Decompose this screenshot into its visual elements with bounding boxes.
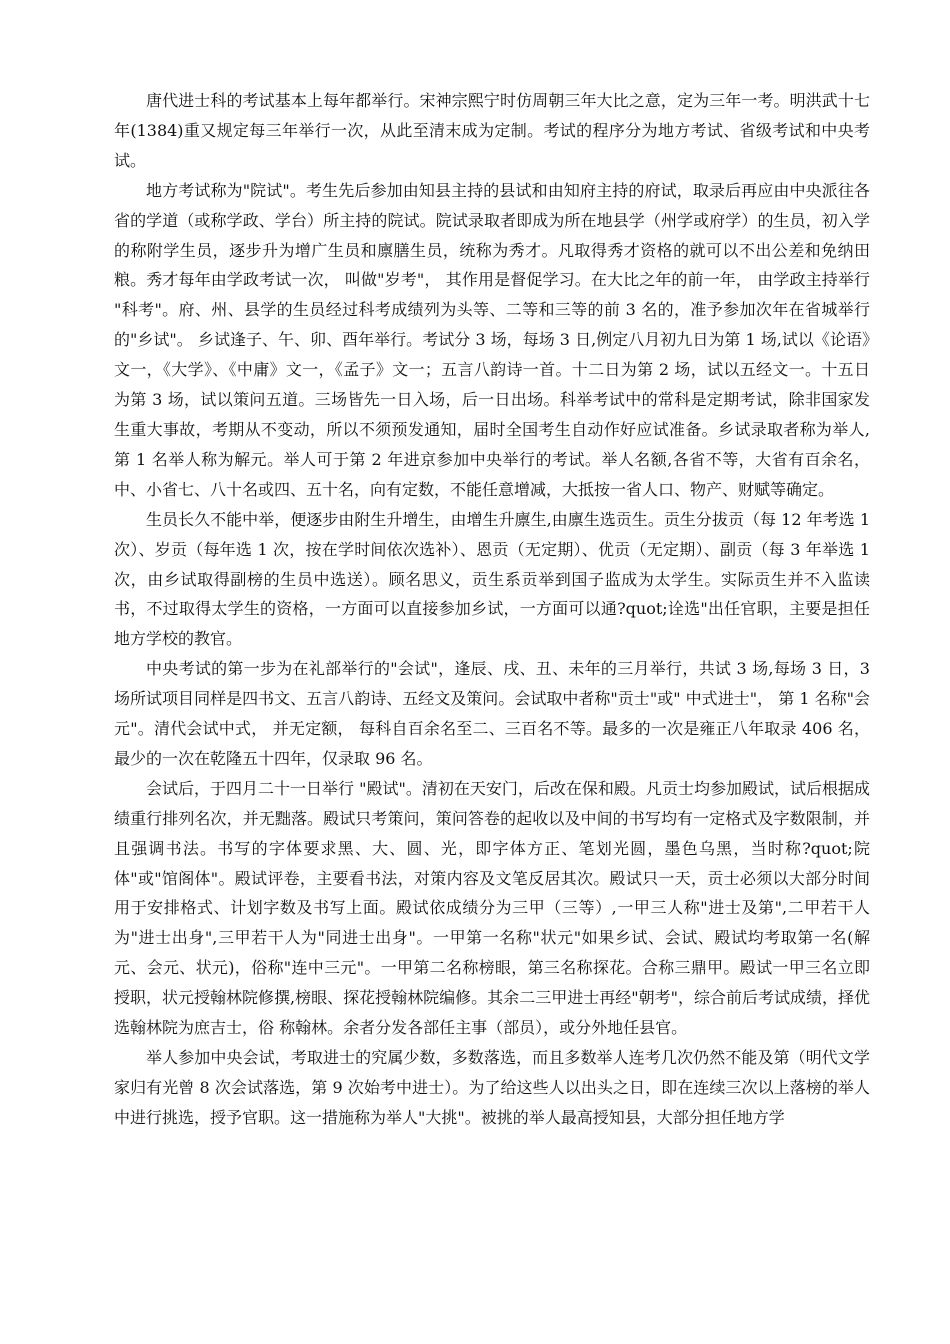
paragraph-exam-schedule: 唐代进士科的考试基本上每年都举行。宋神宗熙宁时仿周朝三年大比之意，定为三年一考。明洪武十七年(1384)重又规定每三年举行一次，从此至清末成为定制。考试的程序分为地方考试、省级考试和中央考试。	[114, 91, 870, 170]
paragraph-tribute-students: 生员长久不能中举，便逐步由附生升增生，由增生升廪生,由廪生选贡生。贡生分拔贡（每 12 年考选 1 次）、岁贡（每年选 1 次，按在学时间依次选补）、恩贡（无定期）、优贡（无定期）、副贡（每 3 年举选 1 次，由乡试取得副榜的生员中选送）。顾名思义，贡生系贡举到国子监成为太学生。实际贡生并不入监读书，不过取得太学生的资格，一方面可以直接参加乡试，一方面可以通?quot;诠选"出任官职，主要是担任地方学校的教官。	[114, 509, 870, 649]
document-body	[114, 86, 870, 1133]
paragraph-metropolitan-exam: 中央考试的第一步为在礼部举行的"会试"，逢辰、戌、丑、未年的三月举行，共试 3 场,每场 3 日，3 场所试项目同样是四书文、五言八韵诗、五经文及策问。会试取中者称"贡士"或" 中式进士"， 第 1 名称"会元"。清代会试中式， 并无定额， 每科自百余名至二、三百名不等。最多的一次是雍正八年取录 406 名，最少的一次在乾隆五十四年，仅录取 96 名。	[114, 659, 870, 768]
paragraph-local-exam: 地方考试称为"院试"。考生先后参加由知县主持的县试和由知府主持的府试，取录后再应由中央派往各省的学道（或称学政、学台）所主持的院试。院试录取者即成为所在地县学（州学或府学）的生员，初入学的称附学生员，逐步升为增广生员和廪膳生员，统称为秀才。凡取得秀才资格的就可以不出公差和免纳田粮。秀才每年由学政考试一次， 叫做"岁考"， 其作用是督促学习。在大比之年的前一年， 由学政主持举行 "科考"。府、州、县学的生员经过科考成绩列为头等、二等和三等的前 3 名的，准予参加次年在省城举行的"乡试"。 乡试逢子、午、卯、酉年举行。考试分 3 场，每场 3 日,例定八月初九日为第 1 场,试以《论语》文一，《大学》、《中庸》文一，《孟子》文一；五言八韵诗一首。十二日为第 2 场，试以五经文一。十五日为第 3 场，试以策问五道。三场皆先一日入场，后一日出场。科举考试中的常科是定期考试，除非国家发生重大事故，考期从不变动，所以不须预发通知，届时全国考生自动作好应试准备。乡试录取者称为举人,第 1 名举人称为解元。举人可于第 2 年进京参加中央举行的考试。举人名额,各省不等，大省有百余名，中、小省七、八十名或四、五十名，向有定数，不能任意增减，大抵按一省人口、物产、财赋等确定。	[114, 180, 870, 499]
paragraph-grand-selection: 举人参加中央会试，考取进士的究属少数，多数落选，而且多数举人连考几次仍然不能及第（明代文学家归有光曾 8 次会试落选，第 9 次始考中进士）。为了给这些人以出头之日，即在连续三次以上落榜的举人中进行挑选，授予官职。这一措施称为举人"大挑"。被挑的举人最高授知县，大部分担任地方学	[114, 1048, 870, 1127]
paragraph-palace-exam: 会试后，于四月二十一日举行 "殿试"。清初在天安门，后改在保和殿。凡贡士均参加殿试，试后根据成绩重行排列名次，并无黜落。殿试只考策问，策问答卷的起收以及中间的书写均有一定格式及字数限制，并且强调书法。书写的字体要求黑、大、圆、光，即字体方正、笔划光圆，墨色乌黑，当时称?quot;院体"或"馆阁体"。殿试评卷，主要看书法，对策内容及文笔反居其次。殿试只一天，贡士必须以大部分时间用于安排格式、计划字数及书写上面。殿试依成绩分为三甲（三等）,一甲三人称"进士及第",二甲若干人为"进士出身",三甲若干人为"同进士出身"。一甲第一名称"状元"如果乡试、会试、殿试均考取第一名(解元、会元、状元)，俗称"连中三元"。一甲第二名称榜眼，第三名称探花。合称三鼎甲。殿试一甲三名立即授职，状元授翰林院修撰,榜眼、探花授翰林院编修。其余二三甲进士再经"朝考"，综合前后考试成绩，择优选翰林院为庶吉士，俗 称翰林。余者分发各部任主事（部员），或分外地任县官。	[114, 778, 870, 1038]
